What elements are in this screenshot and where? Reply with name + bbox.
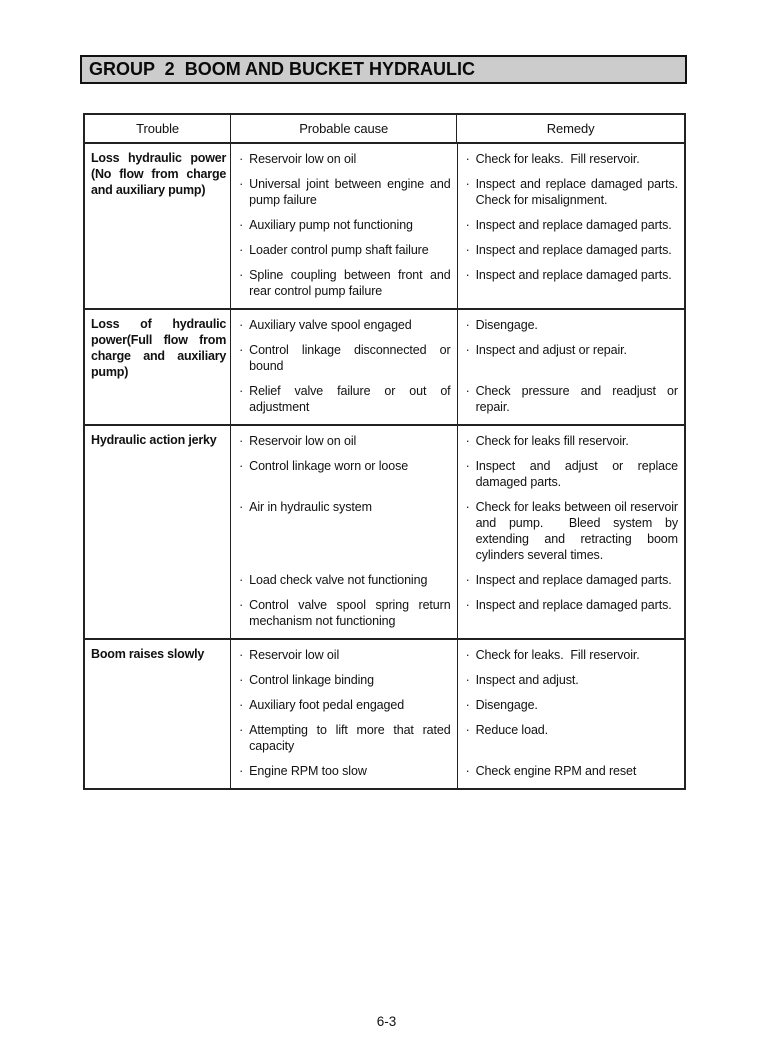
cause-cell <box>231 763 457 788</box>
table-header-row <box>85 115 684 144</box>
cause-remedy-pair <box>231 383 684 424</box>
bullet-icon: · <box>465 723 470 737</box>
bullet-icon: · <box>239 573 244 587</box>
group-title: GROUP 2 BOOM AND BUCKET HYDRAULIC <box>89 59 476 79</box>
remedy-cell <box>458 426 684 458</box>
bullet-icon: · <box>465 343 470 357</box>
bullet-icon: · <box>239 698 244 712</box>
cause-remedy-pair <box>231 267 684 308</box>
trouble-cell: Boom raises slowly <box>85 640 231 788</box>
remedy-text: Check for leaks. Fill reservoir. <box>475 648 640 662</box>
remedy-cell <box>458 242 684 267</box>
bullet-icon: · <box>465 177 470 191</box>
bullet-icon: · <box>465 218 470 232</box>
cause-remedy-pairs <box>231 426 684 638</box>
bullet-icon: · <box>239 500 244 514</box>
column-header-probable-cause: Probable cause <box>231 115 457 142</box>
cause-remedy-pair <box>231 672 684 697</box>
bullet-icon: · <box>239 764 244 778</box>
group-title-bar <box>80 55 687 84</box>
remedy-cell <box>458 267 684 308</box>
remedy-text: Inspect and replace damaged parts. <box>475 243 672 257</box>
cause-remedy-pair <box>231 640 684 672</box>
bullet-icon: · <box>465 573 470 587</box>
page-number: 6-3 <box>376 1014 397 1029</box>
cause-remedy-pair <box>231 217 684 242</box>
bullet-icon: · <box>465 152 470 166</box>
cause-cell <box>231 672 457 697</box>
table-body <box>85 144 684 788</box>
remedy-cell <box>458 217 684 242</box>
remedy-cell <box>458 458 684 499</box>
remedy-text: Inspect and adjust. <box>475 673 579 687</box>
cause-text: Control linkage disconnected or bound <box>249 343 454 373</box>
troubleshooting-table <box>83 113 686 790</box>
cause-cell <box>231 242 457 267</box>
bullet-icon: · <box>239 177 244 191</box>
cause-remedy-pair <box>231 697 684 722</box>
cause-text: Control linkage binding <box>249 673 375 687</box>
table-row <box>85 638 684 788</box>
trouble-cell: Loss hydraulic power (No flow from charge and auxiliary pump) <box>85 144 231 308</box>
bullet-icon: · <box>465 673 470 687</box>
remedy-text: Check pressure and readjust or repair. <box>475 384 682 414</box>
cause-text: Auxiliary pump not functioning <box>249 218 413 232</box>
cause-text: Control linkage worn or loose <box>249 459 409 473</box>
bullet-icon: · <box>465 384 470 398</box>
remedy-cell <box>458 697 684 722</box>
table-row <box>85 144 684 308</box>
column-header-trouble: Trouble <box>85 115 231 142</box>
remedy-text: Inspect and replace damaged parts. <box>475 268 672 282</box>
bullet-icon: · <box>239 218 244 232</box>
cause-cell <box>231 722 457 763</box>
remedy-text: Inspect and replace damaged parts. <box>475 573 672 587</box>
cause-text: Reservoir low on oil <box>249 434 357 448</box>
bullet-icon: · <box>239 459 244 473</box>
remedy-cell <box>458 672 684 697</box>
bullet-icon: · <box>465 764 470 778</box>
cause-text: Reservoir low on oil <box>249 152 357 166</box>
bullet-icon: · <box>239 318 244 332</box>
bullet-icon: · <box>465 268 470 282</box>
remedy-cell <box>458 144 684 176</box>
remedy-text: Inspect and replace damaged parts. Check for misalignment. <box>475 177 682 207</box>
bullet-icon: · <box>465 434 470 448</box>
remedy-text: Check for leaks. Fill reservoir. <box>475 152 640 166</box>
remedy-text: Check for leaks between oil reservoir and pump. Bleed system by extending and retracting boom cylinders several times. <box>475 500 682 562</box>
trouble-cell: Hydraulic action jerky <box>85 426 231 638</box>
remedy-cell <box>458 383 684 424</box>
remedy-text: Disengage. <box>475 318 538 332</box>
cause-remedy-pairs <box>231 640 684 788</box>
cause-remedy-pair <box>231 572 684 597</box>
cause-text: Relief valve failure or out of adjustment <box>249 384 454 414</box>
remedy-text: Disengage. <box>475 698 538 712</box>
remedy-text: Inspect and adjust or repair. <box>475 343 627 357</box>
bullet-icon: · <box>239 343 244 357</box>
cause-text: Auxiliary foot pedal engaged <box>249 698 405 712</box>
cause-cell <box>231 426 457 458</box>
cause-cell <box>231 697 457 722</box>
bullet-icon: · <box>465 648 470 662</box>
bullet-icon: · <box>239 152 244 166</box>
bullet-icon: · <box>239 434 244 448</box>
cause-cell <box>231 458 457 499</box>
cause-remedy-pair <box>231 426 684 458</box>
cause-remedy-pair <box>231 722 684 763</box>
bullet-icon: · <box>239 243 244 257</box>
cause-remedy-pair <box>231 342 684 383</box>
cause-remedy-pair <box>231 242 684 267</box>
cause-text: Load check valve not functioning <box>249 573 428 587</box>
cause-remedy-pairs <box>231 144 684 308</box>
remedy-text: Inspect and replace damaged parts. <box>475 218 672 232</box>
bullet-icon: · <box>465 500 470 514</box>
bullet-icon: · <box>239 598 244 612</box>
table-row <box>85 308 684 424</box>
remedy-cell <box>458 640 684 672</box>
cause-remedy-pair <box>231 144 684 176</box>
remedy-cell <box>458 597 684 638</box>
cause-cell <box>231 499 457 572</box>
column-header-remedy: Remedy <box>546 121 595 136</box>
remedy-cell <box>458 310 684 342</box>
bullet-icon: · <box>239 384 244 398</box>
cause-remedy-pair <box>231 310 684 342</box>
remedy-text: Check for leaks fill reservoir. <box>475 434 629 448</box>
remedy-cell <box>458 176 684 217</box>
cause-remedy-pair <box>231 597 684 638</box>
cause-text: Attempting to lift more that rated capacity <box>249 723 454 753</box>
remedy-text: Inspect and adjust or replace damaged parts. <box>475 459 682 489</box>
table-row <box>85 424 684 638</box>
cause-remedy-pair <box>231 763 684 788</box>
cause-cell <box>231 597 457 638</box>
cause-cell <box>231 144 457 176</box>
remedy-cell <box>458 342 684 383</box>
cause-cell <box>231 176 457 217</box>
remedy-cell <box>458 499 684 572</box>
remedy-cell <box>458 572 684 597</box>
cause-cell <box>231 217 457 242</box>
bullet-icon: · <box>239 673 244 687</box>
bullet-icon: · <box>465 243 470 257</box>
bullet-icon: · <box>239 268 244 282</box>
cause-cell <box>231 572 457 597</box>
cause-text: Auxiliary valve spool engaged <box>249 318 412 332</box>
cause-text: Control valve spool spring return mechanism not functioning <box>249 598 454 628</box>
cause-cell <box>231 267 457 308</box>
remedy-cell <box>458 722 684 763</box>
cause-text: Air in hydraulic system <box>249 500 372 514</box>
bullet-icon: · <box>239 723 244 737</box>
trouble-cell: Loss of hydraulic power(Full flow from charge and auxiliary pump) <box>85 310 231 424</box>
cause-text: Reservoir low oil <box>249 648 340 662</box>
cause-text: Spline coupling between front and rear control pump failure <box>249 268 454 298</box>
bullet-icon: · <box>465 598 470 612</box>
cause-remedy-pair <box>231 499 684 572</box>
bullet-icon: · <box>465 459 470 473</box>
cause-cell <box>231 342 457 383</box>
remedy-text: Inspect and replace damaged parts. <box>475 598 672 612</box>
cause-cell <box>231 383 457 424</box>
cause-remedy-pairs <box>231 310 684 424</box>
cause-remedy-pair <box>231 458 684 499</box>
remedy-text: Reduce load. <box>475 723 549 737</box>
bullet-icon: · <box>239 648 244 662</box>
remedy-text: Check engine RPM and reset <box>475 764 637 778</box>
cause-text: Loader control pump shaft failure <box>249 243 429 257</box>
remedy-cell <box>458 763 684 788</box>
cause-text: Engine RPM too slow <box>249 764 367 778</box>
cause-cell <box>231 640 457 672</box>
cause-text: Universal joint between engine and pump failure <box>249 177 454 207</box>
bullet-icon: · <box>465 698 470 712</box>
cause-remedy-pair <box>231 176 684 217</box>
cause-cell <box>231 310 457 342</box>
bullet-icon: · <box>465 318 470 332</box>
